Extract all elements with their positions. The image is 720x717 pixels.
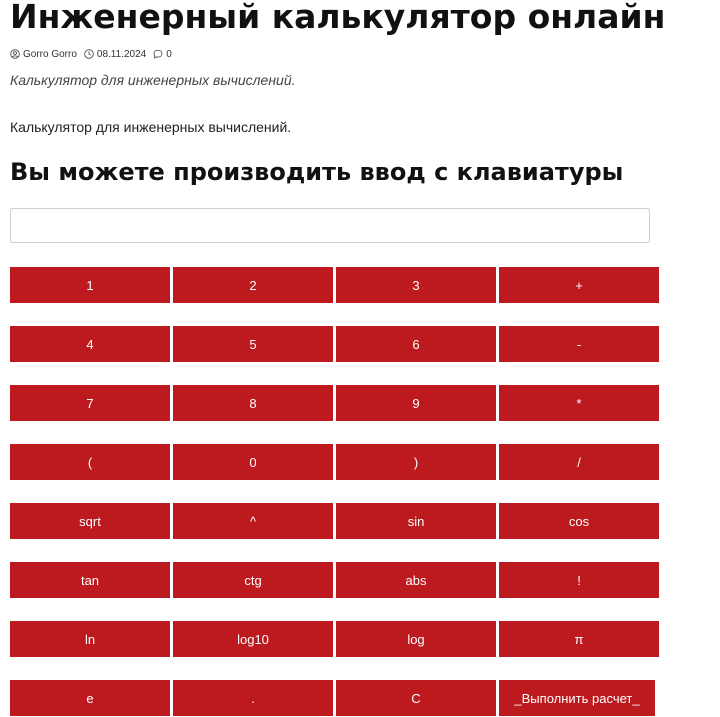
- post-meta: [10, 46, 179, 62]
- post-date: 08.11.2024: [96, 48, 147, 60]
- clock-icon: [84, 49, 94, 59]
- key-log10[interactable]: log10: [173, 621, 333, 657]
- expression-input[interactable]: [10, 208, 650, 243]
- post-excerpt: Калькулятор для инженерных вычислений.: [10, 72, 296, 88]
- key-6[interactable]: 6: [336, 326, 496, 362]
- comments-meta[interactable]: [153, 49, 172, 60]
- key-factorial[interactable]: !: [499, 562, 659, 598]
- key-pi[interactable]: π: [499, 621, 659, 657]
- page-title: Инженерный калькулятор онлайн: [10, 0, 666, 36]
- author-meta[interactable]: [10, 49, 77, 60]
- key-power[interactable]: ^: [173, 503, 333, 539]
- key-4[interactable]: 4: [10, 326, 170, 362]
- key-9[interactable]: 9: [336, 385, 496, 421]
- key-2[interactable]: 2: [173, 267, 333, 303]
- key-8[interactable]: 8: [173, 385, 333, 421]
- key-abs[interactable]: abs: [336, 562, 496, 598]
- key-sin[interactable]: sin: [336, 503, 496, 539]
- key-plus[interactable]: +: [499, 267, 659, 303]
- comment-count[interactable]: 0: [166, 48, 172, 60]
- key-minus[interactable]: -: [499, 326, 659, 362]
- key-1[interactable]: 1: [10, 267, 170, 303]
- key-5[interactable]: 5: [173, 326, 333, 362]
- key-decimal-point[interactable]: .: [173, 680, 333, 716]
- date-meta: [84, 49, 146, 60]
- key-e[interactable]: e: [10, 680, 170, 716]
- key-divide[interactable]: /: [499, 444, 659, 480]
- user-icon: [10, 49, 20, 59]
- author-name[interactable]: Gorro Gorro: [23, 48, 77, 60]
- calculator-keypad: [10, 267, 658, 716]
- key-sqrt[interactable]: sqrt: [10, 503, 170, 539]
- key-log[interactable]: log: [336, 621, 496, 657]
- intro-text: Калькулятор для инженерных вычислений.: [10, 119, 292, 135]
- key-tan[interactable]: tan: [10, 562, 170, 598]
- key-0[interactable]: 0: [173, 444, 333, 480]
- key-cos[interactable]: cos: [499, 503, 659, 539]
- key-ln[interactable]: ln: [10, 621, 170, 657]
- key-multiply[interactable]: *: [499, 385, 659, 421]
- calculate-button[interactable]: _Выполнить расчет_: [499, 680, 655, 716]
- keyboard-input-heading: Вы можете производить ввод с клавиатуры: [10, 158, 624, 186]
- comment-icon: [153, 49, 163, 59]
- key-open-paren[interactable]: (: [10, 444, 170, 480]
- key-clear[interactable]: C: [336, 680, 496, 716]
- key-ctg[interactable]: ctg: [173, 562, 333, 598]
- key-3[interactable]: 3: [336, 267, 496, 303]
- key-close-paren[interactable]: ): [336, 444, 496, 480]
- key-7[interactable]: 7: [10, 385, 170, 421]
